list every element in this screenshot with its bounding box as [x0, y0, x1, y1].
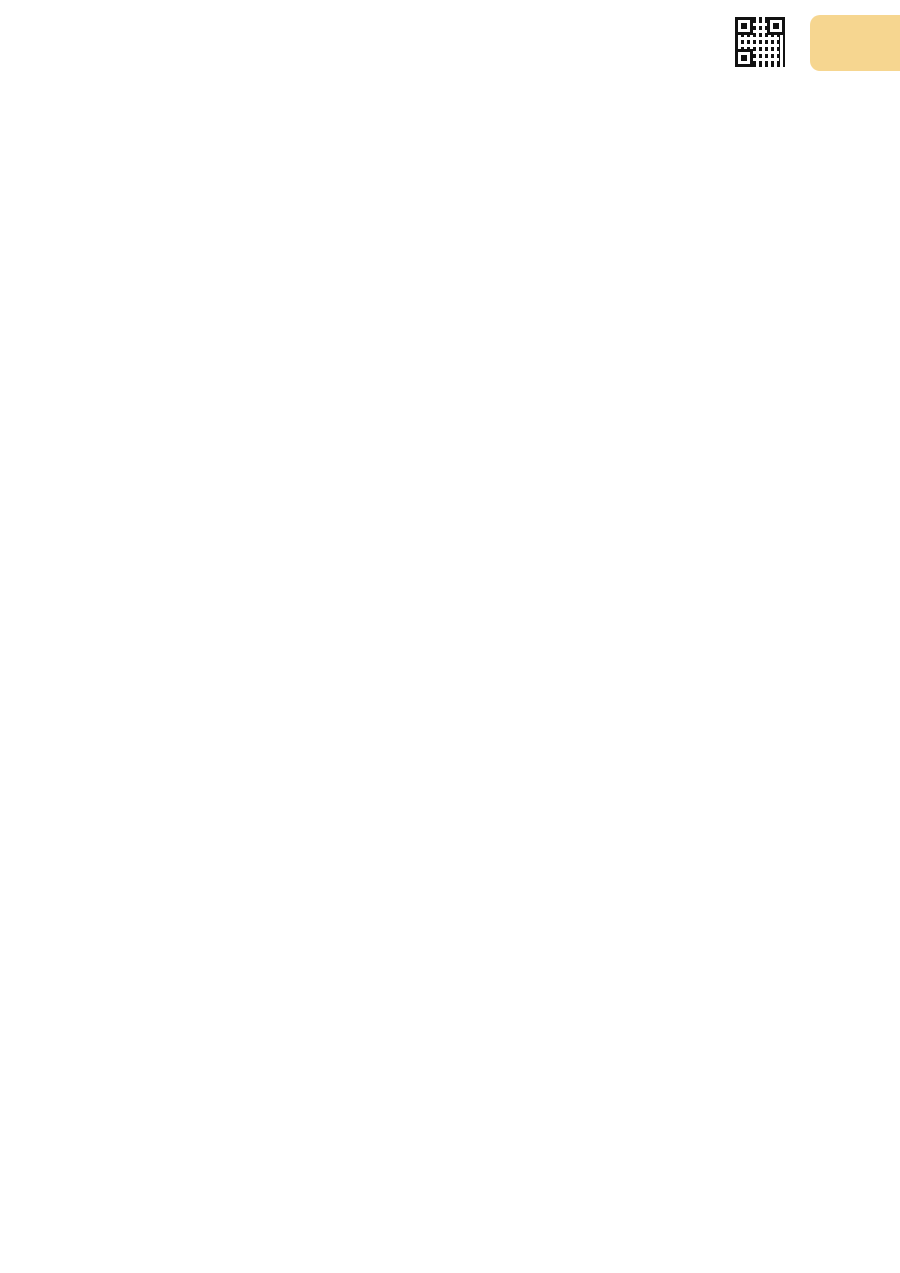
qr-code-icon[interactable]: [735, 17, 785, 67]
page-number: [810, 15, 900, 71]
